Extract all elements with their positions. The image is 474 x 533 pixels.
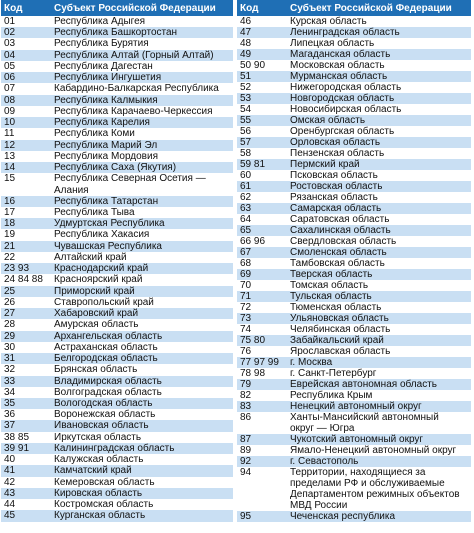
- region-name: Свердловская область: [287, 236, 471, 247]
- region-name: Республика Татарстан: [51, 196, 233, 207]
- header-subject: Субъект Российской Федерации: [287, 0, 471, 16]
- table-row: [1, 353, 233, 364]
- table-row: [237, 390, 471, 401]
- region-code: 65: [237, 225, 287, 236]
- table-header-row: [237, 0, 471, 16]
- table-row: [237, 335, 471, 346]
- table-row: [1, 50, 233, 61]
- region-name: Московская область: [287, 60, 471, 71]
- region-code: 52: [237, 82, 287, 93]
- region-name: Ростовская область: [287, 181, 471, 192]
- table-row: [237, 269, 471, 280]
- region-code: 13: [1, 151, 51, 162]
- region-code: 79: [237, 379, 287, 390]
- table-row: [1, 83, 233, 94]
- table-row: [237, 324, 471, 335]
- region-code: 19: [1, 229, 51, 240]
- region-code: 89: [237, 445, 287, 456]
- region-name: Тверская область: [287, 269, 471, 280]
- table-row: [237, 104, 471, 115]
- region-code: 14: [1, 162, 51, 173]
- region-code: 73: [237, 313, 287, 324]
- table-row: [1, 128, 233, 139]
- table-row: [1, 286, 233, 297]
- region-code: 16: [1, 196, 51, 207]
- region-code: 41: [1, 465, 51, 476]
- region-name: Ханты-Мансийский автономный: [287, 412, 471, 423]
- table-row: [237, 280, 471, 291]
- region-code: 53: [237, 93, 287, 104]
- region-code: 70: [237, 280, 287, 291]
- region-code: 36: [1, 409, 51, 420]
- table-row: [1, 331, 233, 342]
- region-code: 68: [237, 258, 287, 269]
- region-code: 04: [1, 50, 51, 61]
- region-name: Псковская область: [287, 170, 471, 181]
- table-row: [237, 313, 471, 324]
- region-name: Ставропольский край: [51, 297, 233, 308]
- table-row: [237, 60, 471, 71]
- table-row: [237, 379, 471, 390]
- table-row: [1, 196, 233, 207]
- table-row: [1, 241, 233, 252]
- region-code: 45: [1, 510, 51, 522]
- region-name: Амурская область: [51, 319, 233, 330]
- table-row: [1, 162, 233, 173]
- region-name: Астраханская область: [51, 342, 233, 353]
- region-name: МВД России: [287, 500, 471, 511]
- region-name: Курская область: [287, 16, 471, 27]
- region-code: 06: [1, 72, 51, 83]
- region-name: Орловская область: [287, 137, 471, 148]
- table-row: [237, 82, 471, 93]
- region-name: Республика Мордовия: [51, 151, 233, 162]
- region-code: 72: [237, 302, 287, 313]
- region-name: Республика Карелия: [51, 117, 233, 128]
- table-row: [237, 434, 471, 445]
- table-row: [237, 93, 471, 104]
- region-code: 03: [1, 38, 51, 49]
- region-name: Чеченская республика: [287, 511, 471, 522]
- region-name: Брянская область: [51, 364, 233, 375]
- region-code: 87: [237, 434, 287, 445]
- region-code: 28: [1, 319, 51, 330]
- table-row: [1, 398, 233, 409]
- table-row: [1, 409, 233, 420]
- region-code: 48: [237, 38, 287, 49]
- region-name: Воронежская область: [51, 409, 233, 420]
- region-code: 50 90: [237, 60, 287, 71]
- table-row: [237, 500, 471, 511]
- header-subject: Субъект Российской Федерации: [51, 0, 233, 16]
- table-row: [237, 49, 471, 60]
- table-row: [237, 467, 471, 478]
- region-name: Пермский край: [287, 159, 471, 170]
- region-code: 26: [1, 297, 51, 308]
- table-row: [1, 61, 233, 72]
- table-row: [237, 236, 471, 247]
- region-name: Еврейская автономная область: [287, 379, 471, 390]
- region-code: 17: [1, 207, 51, 218]
- table-row: [237, 225, 471, 236]
- region-name: Кировская область: [51, 488, 233, 499]
- region-name: Республика Ингушетия: [51, 72, 233, 83]
- region-name: Республика Башкортостан: [51, 27, 233, 38]
- table-row: [1, 364, 233, 375]
- table-row: [237, 258, 471, 269]
- region-name: Краснодарский край: [51, 263, 233, 274]
- region-name: Архангельская область: [51, 331, 233, 342]
- table-row: [237, 159, 471, 170]
- region-name: округ — Югра: [287, 423, 471, 434]
- region-code: 40: [1, 454, 51, 465]
- table-row: [1, 454, 233, 465]
- table-row: [237, 368, 471, 379]
- region-name: Ульяновская область: [287, 313, 471, 324]
- table-row: [1, 16, 233, 27]
- region-code: [237, 500, 287, 511]
- region-name: Забайкальский край: [287, 335, 471, 346]
- table-row: [1, 376, 233, 387]
- table-row: [237, 203, 471, 214]
- region-code: 78 98: [237, 368, 287, 379]
- table-row: [1, 38, 233, 49]
- table-row: [1, 319, 233, 330]
- table-row: [1, 263, 233, 274]
- region-code: 86: [237, 412, 287, 423]
- region-name: Смоленская область: [287, 247, 471, 258]
- region-name: Кабардино-Балкарская Республика: [51, 83, 233, 94]
- region-name: Алтайский край: [51, 252, 233, 263]
- region-name: Самарская область: [287, 203, 471, 214]
- table-row: [237, 170, 471, 181]
- region-name: Республика Коми: [51, 128, 233, 139]
- region-code: 64: [237, 214, 287, 225]
- region-code: 22: [1, 252, 51, 263]
- region-code: 77 97 99: [237, 357, 287, 368]
- region-code: 07: [1, 83, 51, 94]
- region-name: Алания: [51, 185, 233, 196]
- region-code: 55: [237, 115, 287, 126]
- table-row: [1, 443, 233, 454]
- region-name: Белгородская область: [51, 353, 233, 364]
- region-code: 46: [237, 16, 287, 27]
- region-code: 38 85: [1, 432, 51, 443]
- region-code: 34: [1, 387, 51, 398]
- region-code: 09: [1, 106, 51, 117]
- region-name: Территории, находящиеся за: [287, 467, 471, 478]
- table-row: [237, 38, 471, 49]
- region-code: 92: [237, 456, 287, 467]
- region-code: 10: [1, 117, 51, 128]
- region-code: 12: [1, 140, 51, 151]
- table-row: [1, 117, 233, 128]
- region-name: Удмуртская Республика: [51, 218, 233, 229]
- region-name: Тюменская область: [287, 302, 471, 313]
- region-code: 24 84 88: [1, 274, 51, 285]
- table-row: [1, 499, 233, 510]
- region-name: Волгоградская область: [51, 387, 233, 398]
- regions-table-left-body: [1, 16, 233, 522]
- region-name: Нижегородская область: [287, 82, 471, 93]
- table-row: [237, 16, 471, 27]
- region-name: пределами РФ и обслуживаемые: [287, 478, 471, 489]
- table-row: [1, 420, 233, 431]
- region-code: 54: [237, 104, 287, 115]
- region-code: 31: [1, 353, 51, 364]
- region-code: [237, 423, 287, 434]
- region-code: 76: [237, 346, 287, 357]
- region-code: 44: [1, 499, 51, 510]
- regions-table-right-body: [237, 16, 471, 522]
- region-code: 23 93: [1, 263, 51, 274]
- region-name: Республика Хакасия: [51, 229, 233, 240]
- table-header-row: [1, 0, 233, 16]
- table-row: [237, 412, 471, 423]
- region-code: 32: [1, 364, 51, 375]
- region-name: Калининградская область: [51, 443, 233, 454]
- region-name: Красноярский край: [51, 274, 233, 285]
- region-code: 47: [237, 27, 287, 38]
- region-name: Ленинградская область: [287, 27, 471, 38]
- table-row: [1, 27, 233, 38]
- region-name: Вологодская область: [51, 398, 233, 409]
- region-code: 30: [1, 342, 51, 353]
- table-row: [1, 106, 233, 117]
- table-row: [1, 510, 233, 522]
- region-name: Владимирская область: [51, 376, 233, 387]
- table-row: [1, 465, 233, 476]
- table-row: [237, 478, 471, 489]
- region-name: Томская область: [287, 280, 471, 291]
- region-code: 71: [237, 291, 287, 302]
- table-row: [1, 308, 233, 319]
- table-row: [1, 432, 233, 443]
- table-row: [1, 151, 233, 162]
- region-name: г. Москва: [287, 357, 471, 368]
- region-code: 56: [237, 126, 287, 137]
- table-row: [1, 72, 233, 83]
- region-code: 57: [237, 137, 287, 148]
- table-row: [237, 247, 471, 258]
- table-row: [1, 140, 233, 151]
- table-row: [237, 181, 471, 192]
- table-row: [237, 302, 471, 313]
- region-code: 82: [237, 390, 287, 401]
- region-name: Чувашская Республика: [51, 241, 233, 252]
- region-code: 33: [1, 376, 51, 387]
- region-code: 51: [237, 71, 287, 82]
- region-code: [1, 185, 51, 196]
- region-name: Республика Тыва: [51, 207, 233, 218]
- table-row: [237, 27, 471, 38]
- region-name: Тульская область: [287, 291, 471, 302]
- region-name: Омская область: [287, 115, 471, 126]
- region-code: 02: [1, 27, 51, 38]
- region-code: 75 80: [237, 335, 287, 346]
- region-name: Ненецкий автономный округ: [287, 401, 471, 412]
- region-name: Челябинская область: [287, 324, 471, 335]
- region-name: Камчатский край: [51, 465, 233, 476]
- region-code: 08: [1, 95, 51, 106]
- table-row: [1, 477, 233, 488]
- region-code: 74: [237, 324, 287, 335]
- region-code: 11: [1, 128, 51, 139]
- region-name: г. Севастополь: [287, 456, 471, 467]
- region-code: 18: [1, 218, 51, 229]
- region-name: Иркутская область: [51, 432, 233, 443]
- region-name: Оренбургская область: [287, 126, 471, 137]
- region-code: 35: [1, 398, 51, 409]
- table-row: [237, 192, 471, 203]
- region-name: Республика Дагестан: [51, 61, 233, 72]
- region-name: Ивановская область: [51, 420, 233, 431]
- table-row: [237, 148, 471, 159]
- region-code: 25: [1, 286, 51, 297]
- region-name: Костромская область: [51, 499, 233, 510]
- table-row: [237, 423, 471, 434]
- table-row: [1, 274, 233, 285]
- region-code: 63: [237, 203, 287, 214]
- region-code: 83: [237, 401, 287, 412]
- table-row: [237, 489, 471, 500]
- table-row: [1, 173, 233, 184]
- table-row: [237, 214, 471, 225]
- table-row: [237, 126, 471, 137]
- region-name: Хабаровский край: [51, 308, 233, 319]
- region-name: Мурманская область: [287, 71, 471, 82]
- region-name: Республика Марий Эл: [51, 140, 233, 151]
- region-name: Республика Алтай (Горный Алтай): [51, 50, 233, 61]
- header-code: Код: [1, 0, 51, 16]
- region-name: Приморский край: [51, 286, 233, 297]
- region-code: 59 81: [237, 159, 287, 170]
- region-name: Новгородская область: [287, 93, 471, 104]
- region-code: 05: [1, 61, 51, 72]
- region-name: Ямало-Ненецкий автономный округ: [287, 445, 471, 456]
- region-name: Новосибирская область: [287, 104, 471, 115]
- region-name: Республика Крым: [287, 390, 471, 401]
- table-row: [1, 297, 233, 308]
- table-row: [1, 218, 233, 229]
- region-name: Республика Карачаево-Черкессия: [51, 106, 233, 117]
- table-row: [237, 346, 471, 357]
- region-name: Сахалинская область: [287, 225, 471, 236]
- region-code: 94: [237, 467, 287, 478]
- region-code: 29: [1, 331, 51, 342]
- region-code: 42: [1, 477, 51, 488]
- region-code: 27: [1, 308, 51, 319]
- region-name: Тамбовская область: [287, 258, 471, 269]
- region-name: Кемеровская область: [51, 477, 233, 488]
- region-name: Липецкая область: [287, 38, 471, 49]
- region-code: 43: [1, 488, 51, 499]
- table-row: [237, 71, 471, 82]
- region-code: 58: [237, 148, 287, 159]
- region-name: Департаментом режимных объектов: [287, 489, 471, 500]
- region-name: Магаданская область: [287, 49, 471, 60]
- region-name: Пензенская область: [287, 148, 471, 159]
- table-row: [1, 387, 233, 398]
- region-code: 39 91: [1, 443, 51, 454]
- region-code: 67: [237, 247, 287, 258]
- table-row: [237, 357, 471, 368]
- region-name: Рязанская область: [287, 192, 471, 203]
- region-code: 69: [237, 269, 287, 280]
- table-row: [1, 342, 233, 353]
- region-code: 62: [237, 192, 287, 203]
- region-name: Республика Северная Осетия —: [51, 173, 233, 184]
- table-row: [1, 488, 233, 499]
- region-name: Курганская область: [51, 510, 233, 522]
- table-row: [237, 291, 471, 302]
- region-name: Республика Бурятия: [51, 38, 233, 49]
- region-name: г. Санкт-Петербург: [287, 368, 471, 379]
- region-code: [237, 489, 287, 500]
- table-row: [237, 137, 471, 148]
- table-row: [237, 511, 471, 522]
- region-code: [237, 478, 287, 489]
- table-row: [1, 252, 233, 263]
- table-row: [1, 207, 233, 218]
- region-code: 37: [1, 420, 51, 431]
- region-name: Республика Адыгея: [51, 16, 233, 27]
- table-row: [237, 401, 471, 412]
- region-code: 49: [237, 49, 287, 60]
- region-code: 21: [1, 241, 51, 252]
- region-name: Калужская область: [51, 454, 233, 465]
- region-name: Чукотский автономный округ: [287, 434, 471, 445]
- region-name: Республика Калмыкия: [51, 95, 233, 106]
- region-code: 61: [237, 181, 287, 192]
- table-row: [237, 445, 471, 456]
- region-name: Республика Саха (Якутия): [51, 162, 233, 173]
- table-row: [237, 115, 471, 126]
- region-name: Саратовская область: [287, 214, 471, 225]
- regions-table-right: [237, 0, 471, 522]
- region-code: 01: [1, 16, 51, 27]
- region-name: Ярославская область: [287, 346, 471, 357]
- table-row: [237, 456, 471, 467]
- region-code: 15: [1, 173, 51, 184]
- table-row: [1, 185, 233, 196]
- header-code: Код: [237, 0, 287, 16]
- table-row: [1, 229, 233, 240]
- region-code: 66 96: [237, 236, 287, 247]
- region-code: 60: [237, 170, 287, 181]
- table-row: [1, 95, 233, 106]
- region-code: 95: [237, 511, 287, 522]
- regions-table-left: [1, 0, 233, 522]
